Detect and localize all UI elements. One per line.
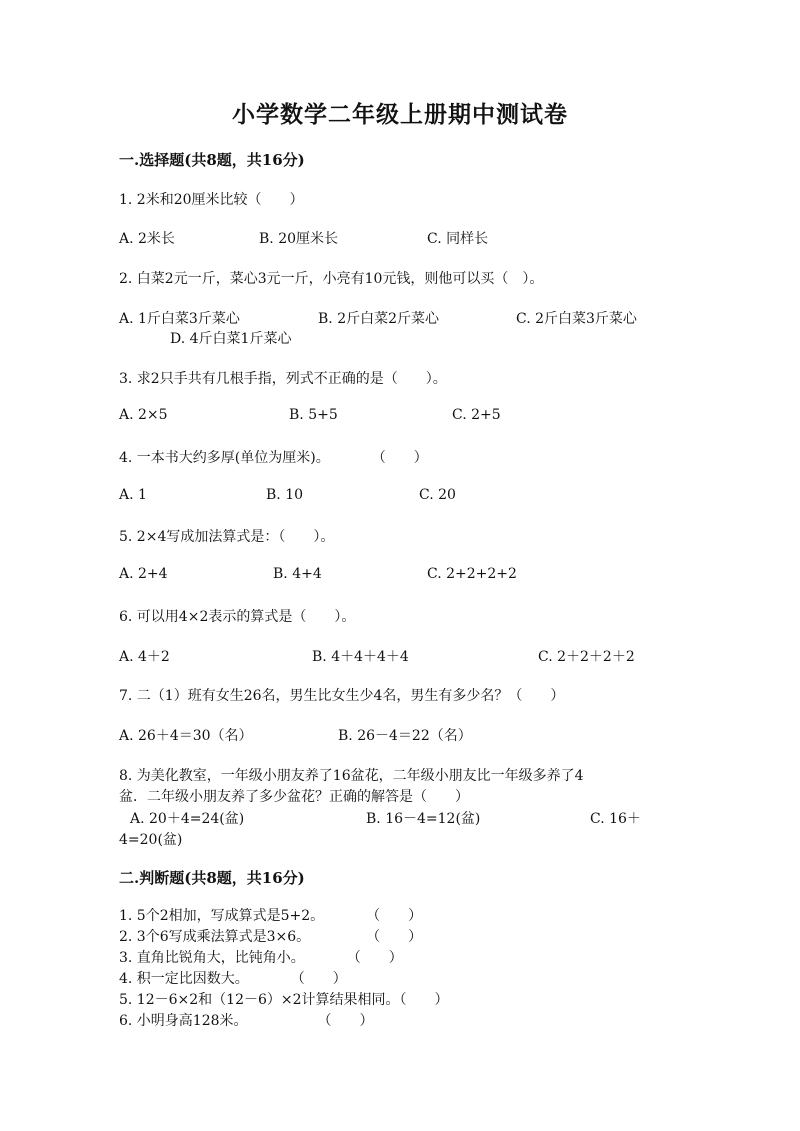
question-4: 4. 一本书大约多厚(单位为厘米)。 （ ）	[119, 450, 428, 466]
question-8-line-2: 盆．二年级小朋友养了多少盆花？正确的解答是（ ）	[119, 789, 469, 805]
q2-option-b: B. 2斤白菜2斤菜心	[318, 311, 440, 327]
question-8-line-1: 8. 为美化教室，一年级小朋友养了16盆花，二年级小朋友比一年级多养了4	[119, 768, 584, 784]
question-7: 7. 二（1）班有女生26名，男生比女生少4名，男生有多少名？（ ）	[119, 688, 565, 704]
q6-option-b: B. 4＋4＋4＋4	[312, 649, 409, 665]
q5-option-a: A. 2+4	[119, 566, 168, 582]
section-title-judgement: 二.判断题(共8题，共16分)	[119, 869, 305, 887]
q2-option-d: D. 4斤白菜1斤菜心	[170, 331, 292, 347]
q3-option-a: A. 2×5	[119, 407, 168, 423]
q3-option-c: C. 2+5	[452, 407, 501, 423]
q4-option-b: B. 10	[266, 487, 304, 503]
q8-option-c-wrap: 4=20(盆)	[119, 832, 183, 848]
q4-option-c: C. 20	[419, 487, 456, 503]
q1-option-c: C. 同样长	[427, 231, 489, 247]
q3-option-b: B. 5+5	[289, 407, 338, 423]
q2-option-c: C. 2斤白菜3斤菜心	[516, 311, 637, 327]
q7-option-a: A. 26＋4＝30（名）	[119, 728, 253, 744]
q1-option-a: A. 2米长	[119, 231, 175, 247]
q7-option-b: B. 26－4＝22（名）	[338, 728, 472, 744]
q1-option-b: B. 20厘米长	[259, 231, 339, 247]
judgement-item: 2. 3个6写成乘法算式是3×6。 （ ）	[119, 929, 423, 945]
judgement-item: 6. 小明身高128米。 （ ）	[119, 1013, 374, 1029]
q5-option-b: B. 4+4	[273, 566, 322, 582]
q8-option-b: B. 16－4=12(盆)	[366, 811, 481, 827]
question-6: 6. 可以用4×2表示的算式是（ ）。	[119, 609, 356, 625]
section-title-choice: 一.选择题(共8题，共16分)	[119, 151, 305, 169]
judgement-item: 4. 积一定比因数大。 （ ）	[119, 971, 347, 987]
judgement-item: 3. 直角比锐角大，比钝角小。 （ ）	[119, 950, 403, 966]
q6-option-a: A. 4＋2	[119, 649, 170, 665]
q6-option-c: C. 2＋2＋2＋2	[538, 649, 635, 665]
q8-option-c: C. 16＋	[590, 811, 641, 827]
question-1: 1. 2米和20厘米比较（ ）	[119, 192, 304, 208]
q5-option-c: C. 2+2+2+2	[427, 566, 517, 582]
question-2: 2. 白菜2元一斤，菜心3元一斤，小亮有10元钱，则他可以买（ ）。	[119, 271, 544, 287]
judgement-item: 1. 5个2相加，写成算式是5+2。 （ ）	[119, 908, 423, 924]
page-title: 小学数学二年级上册期中测试卷	[232, 101, 568, 128]
q8-option-a: A. 20＋4=24(盆)	[130, 811, 245, 827]
judgement-item: 5. 12－6×2和（12－6）×2计算结果相同。（ ）	[119, 992, 449, 1008]
question-5: 5. 2×4写成加法算式是：（ ）。	[119, 529, 335, 545]
q4-option-a: A. 1	[119, 487, 147, 503]
question-3: 3. 求2只手共有几根手指，列式不正确的是（ ）。	[119, 371, 447, 387]
q2-option-a: A. 1斤白菜3斤菜心	[119, 311, 240, 327]
